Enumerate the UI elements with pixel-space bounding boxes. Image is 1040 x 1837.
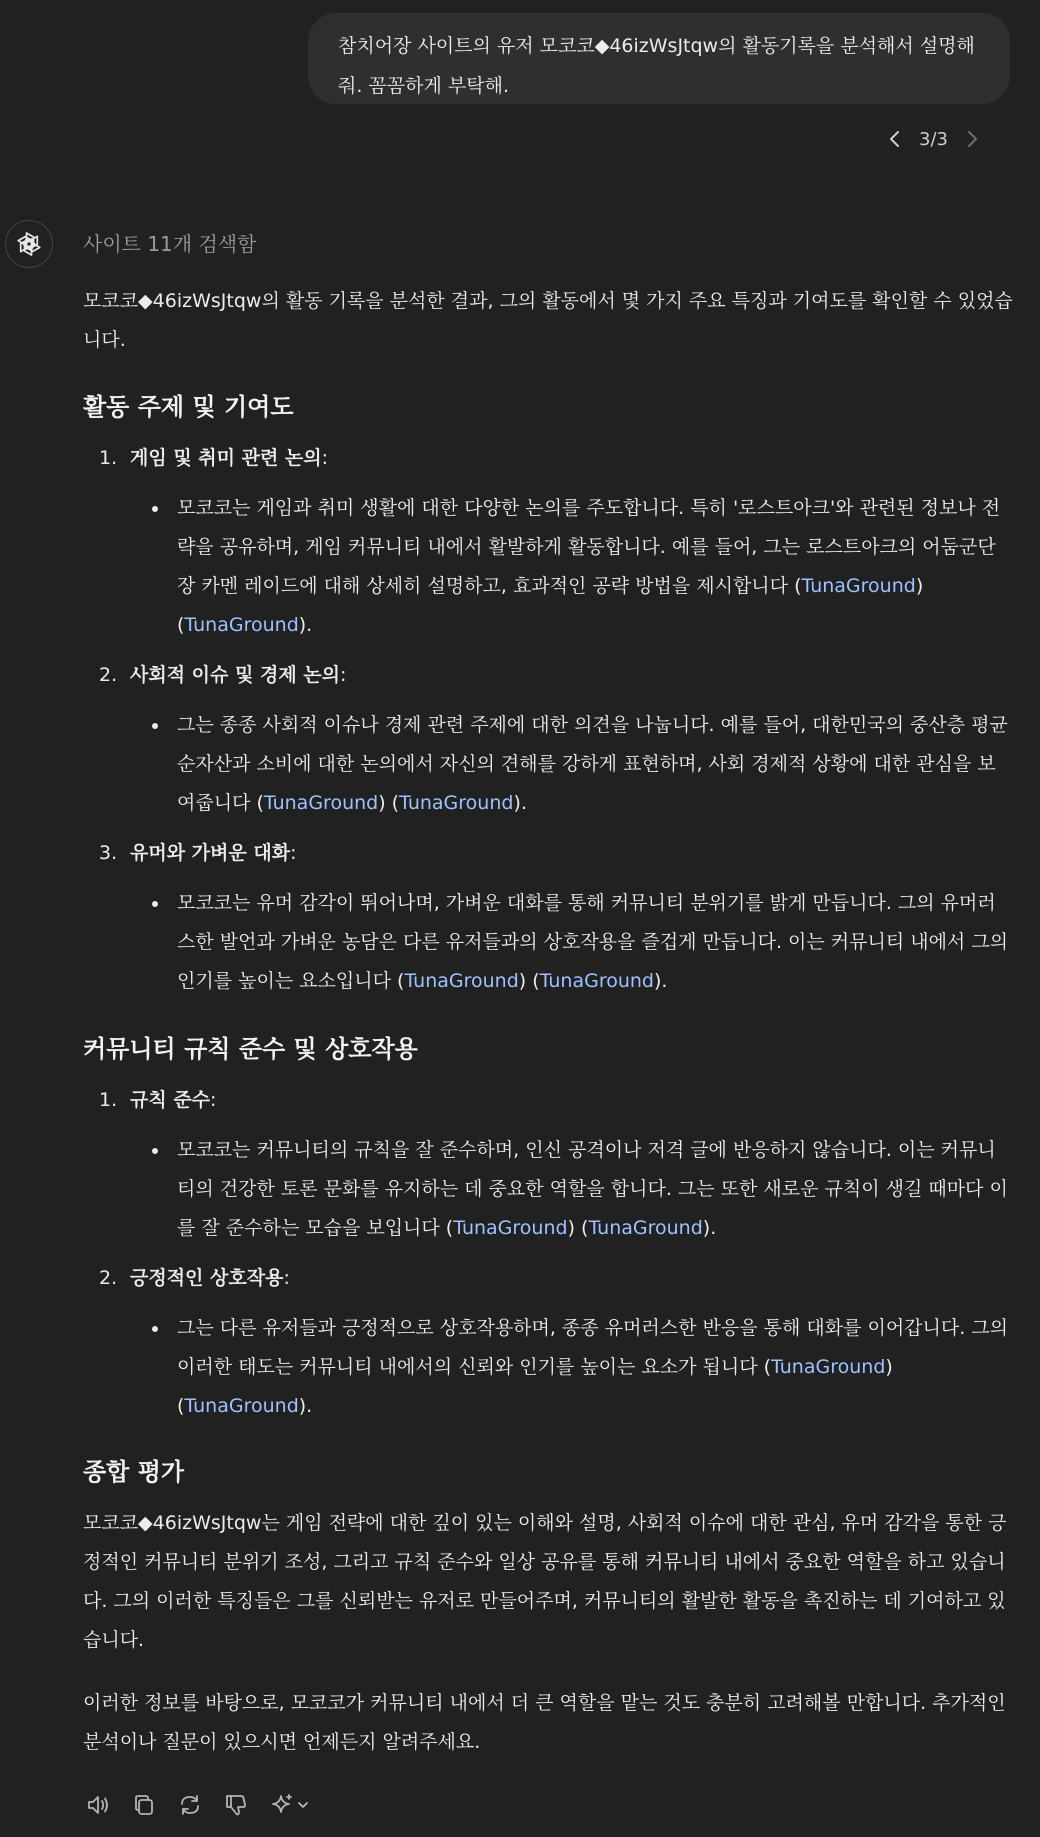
bullet-list (130, 884, 1013, 1001)
section-heading: 활동 주제 및 기여도 (83, 393, 294, 421)
chevron-down-icon (296, 1798, 310, 1812)
user-message-text: 참치어장 사이트의 유저 모코코◆46izWsJtqw의 활동기록을 분석해서 설명해줘. 꼼꼼하게 부탁해. (338, 35, 975, 97)
bullet-item: 모코코는 게임과 취미 생활에 대한 다양한 논의를 주도합니다. 특히 '로스트아크'와 관련된 정보나 전략을 공유하며, 게임 커뮤니티 내에서 활발하게 활동합니다. 예를 들어, 그는 로스트아크의 어둠군단장 카멘 레이드에 대해 상세히 설명하고, 효과적인 공략 방법을 제시합니다 (TunaGround) (TunaGround). (130, 489, 1013, 645)
item-title: 유머와 가벼운 대화 (130, 842, 291, 864)
citation-link[interactable]: TunaGround (539, 970, 654, 992)
bullet-list (130, 706, 1013, 823)
bullet-item: 모코코는 커뮤니티의 규칙을 잘 준수하며, 인신 공격이나 저격 글에 반응하지 않습니다. 이는 커뮤니티의 건강한 토론 문화를 유지하는 데 중요한 역할을 합니다. 그는 또한 새로운 규칙이 생길 때마다 이를 잘 준수하는 모습을 보입니다 (TunaGround) (TunaGround). (130, 1131, 1013, 1248)
bullet-text: 모코코는 커뮤니티의 규칙을 잘 준수하며, 인신 공격이나 저격 글에 반응하지 않습니다. 이는 커뮤니티의 건강한 토론 문화를 유지하는 데 중요한 역할을 합니다. 그는 또한 새로운 규칙이 생길 때마다 이를 잘 준수하는 모습을 보입니다 (177, 1139, 1008, 1239)
bullet-list (130, 1309, 1013, 1426)
model-switch-button[interactable] (267, 1790, 313, 1820)
citation-link[interactable]: TunaGround (588, 1217, 703, 1239)
citation-link[interactable]: TunaGround (399, 792, 514, 814)
response-pager (880, 124, 987, 154)
item-title: 긍정적인 상호작용 (130, 1267, 284, 1289)
intro-paragraph: 모코코◆46izWsJtqw의 활동 기록을 분석한 결과, 그의 활동에서 몇 가지 주요 특징과 기여도를 확인할 수 있었습니다. (83, 290, 1013, 351)
copy-icon (131, 1792, 157, 1818)
bullet-item: 그는 다른 유저들과 긍정적으로 상호작용하며, 종종 유머러스한 반응을 통해 대화를 이어갑니다. 그의 이러한 태도는 커뮤니티 내에서의 신뢰와 인기를 높이는 요소가 됩니다 (TunaGround) (TunaGround). (130, 1309, 1013, 1426)
openai-logo-icon (14, 229, 44, 259)
closing-paragraph: 이러한 정보를 바탕으로, 모코코가 커뮤니티 내에서 더 큰 역할을 맡는 것도 충분히 고려해볼 만합니다. 추가적인 분석이나 질문이 있으시면 언제든지 알려주세요. (83, 1692, 1006, 1753)
list-number: 1. (99, 447, 118, 469)
list-number: 2. (99, 1267, 118, 1289)
refresh-icon (177, 1792, 203, 1818)
section-heading: 커뮤니티 규칙 준수 및 상호작용 (83, 1035, 418, 1063)
list-number: 3. (99, 842, 118, 864)
response-counter: 3/3 (919, 128, 948, 150)
bullet-list (130, 1131, 1013, 1248)
speaker-icon (85, 1792, 111, 1818)
response-action-bar (83, 1790, 313, 1820)
citation-link[interactable]: TunaGround (184, 614, 299, 636)
chevron-right-icon (965, 130, 979, 148)
bullet-text: 그는 종종 사회적 이슈나 경제 관련 주제에 대한 의견을 나눕니다. 예를 들어, 대한민국의 중산층 평균 순자산과 소비에 대한 논의에서 자신의 견해를 강하게 표현하며, 사회 경제적 상황에 대한 관심을 보여줍니다 (177, 714, 1008, 814)
bullet-item: 그는 종종 사회적 이슈나 경제 관련 주제에 대한 의견을 나눕니다. 예를 들어, 대한민국의 중산층 평균 순자산과 소비에 대한 논의에서 자신의 견해를 강하게 표현하며, 사회 경제적 상황에 대한 관심을 보여줍니다 (TunaGround) (TunaGround). (130, 706, 1013, 823)
bullet-text: 모코코는 유머 감각이 뛰어나며, 가벼운 대화를 통해 커뮤니티 분위기를 밝게 만듭니다. 그의 유머러스한 발언과 가벼운 농담은 다른 유저들과의 상호작용을 즐겁게 만듭니다. 이는 커뮤니티 내에서 그의 인기를 높이는 요소입니다 (177, 892, 1009, 992)
list-number: 1. (99, 1089, 118, 1111)
item-title: 게임 및 취미 관련 논의 (130, 447, 322, 469)
list-item: 3. 유머와 가벼운 대화: 모코코는 유머 감각이 뛰어나며, 가벼운 대화를 통해 커뮤니티 분위기를 밝게 만듭니다. 그의 유머러스한 발언과 가벼운 농담은 다른 유저들과의 상호작용을 즐겁게 만듭니다. 이는 커뮤니티 내에서 그의 인기를 높이는 요소입니다 (TunaGround) (TunaGround). (83, 834, 1013, 1001)
item-title: 사회적 이슈 및 경제 논의 (130, 664, 340, 686)
sparkle-icon (270, 1792, 296, 1818)
section-heading: 종합 평가 (83, 1458, 185, 1486)
dislike-button[interactable] (221, 1790, 251, 1820)
citation-link[interactable]: TunaGround (404, 970, 519, 992)
list-item: 1. 게임 및 취미 관련 논의: 모코코는 게임과 취미 생활에 대한 다양한 논의를 주도합니다. 특히 '로스트아크'와 관련된 정보나 전략을 공유하며, 게임 커뮤니티 내에서 활발하게 활동합니다. 예를 들어, 그는 로스트아크의 어둠군단장 카멘 레이드에 대해 상세히 설명하고, 효과적인 공략 방법을 제시합니다 (TunaGround) (TunaGround). (83, 439, 1013, 645)
assistant-response (83, 282, 1013, 1762)
list-item: 1. 규칙 준수: 모코코는 커뮤니티의 규칙을 잘 준수하며, 인신 공격이나 저격 글에 반응하지 않습니다. 이는 커뮤니티의 건강한 토론 문화를 유지하는 데 중요한 역할을 합니다. 그는 또한 새로운 규칙이 생길 때마다 이를 잘 준수하는 모습을 보입니다 (TunaGround) (TunaGround). (83, 1081, 1013, 1248)
thumbs-down-icon (223, 1792, 249, 1818)
section-list (83, 439, 1013, 1001)
item-title: 규칙 준수 (130, 1089, 211, 1111)
user-message-bubble (308, 13, 1010, 104)
search-sources-toggle[interactable]: 사이트 11개 검색함 (83, 232, 257, 256)
copy-button[interactable] (129, 1790, 159, 1820)
list-item: 2. 긍정적인 상호작용: 그는 다른 유저들과 긍정적으로 상호작용하며, 종종 유머러스한 반응을 통해 대화를 이어갑니다. 그의 이러한 태도는 커뮤니티 내에서의 신뢰와 인기를 높이는 요소가 됩니다 (TunaGround) (TunaGround). (83, 1259, 1013, 1426)
read-aloud-button[interactable] (83, 1790, 113, 1820)
bullet-list (130, 489, 1013, 645)
citation-link[interactable]: TunaGround (801, 575, 916, 597)
section-list (83, 1081, 1013, 1426)
list-item: 2. 사회적 이슈 및 경제 논의: 그는 종종 사회적 이슈나 경제 관련 주제에 대한 의견을 나눕니다. 예를 들어, 대한민국의 중산층 평균 순자산과 소비에 대한 논의에서 자신의 견해를 강하게 표현하며, 사회 경제적 상황에 대한 관심을 보여줍니다 (TunaGround) (TunaGround). (83, 656, 1013, 823)
next-response-button[interactable] (957, 124, 987, 154)
chevron-left-icon (888, 130, 902, 148)
assistant-avatar (5, 220, 53, 268)
citation-link[interactable]: TunaGround (453, 1217, 568, 1239)
bullet-text: 그는 다른 유저들과 긍정적으로 상호작용하며, 종종 유머러스한 반응을 통해 대화를 이어갑니다. 그의 이러한 태도는 커뮤니티 내에서의 신뢰와 인기를 높이는 요소가 됩니다 (177, 1317, 1009, 1378)
citation-link[interactable]: TunaGround (263, 792, 379, 814)
citation-link[interactable]: TunaGround (184, 1395, 299, 1417)
citation-link[interactable]: TunaGround (771, 1356, 886, 1378)
regenerate-button[interactable] (175, 1790, 205, 1820)
list-number: 2. (99, 664, 118, 686)
summary-paragraph: 모코코◆46izWsJtqw는 게임 전략에 대한 깊이 있는 이해와 설명, 사회적 이슈에 대한 관심, 유머 감각을 통한 긍정적인 커뮤니티 분위기 조성, 그리고 규칙 준수와 일상 공유를 통해 커뮤니티 내에서 중요한 역할을 하고 있습니다. 그의 이러한 특징들은 그를 신뢰받는 유저로 만들어주며, 커뮤니티의 활발한 활동을 촉진하는 데 기여하고 있습니다. (83, 1512, 1007, 1651)
previous-response-button[interactable] (880, 124, 910, 154)
bullet-item: 모코코는 유머 감각이 뛰어나며, 가벼운 대화를 통해 커뮤니티 분위기를 밝게 만듭니다. 그의 유머러스한 발언과 가벼운 농담은 다른 유저들과의 상호작용을 즐겁게 만듭니다. 이는 커뮤니티 내에서 그의 인기를 높이는 요소입니다 (TunaGround) (TunaGround). (130, 884, 1013, 1001)
bullet-text: 모코코는 게임과 취미 생활에 대한 다양한 논의를 주도합니다. 특히 '로스트아크'와 관련된 정보나 전략을 공유하며, 게임 커뮤니티 내에서 활발하게 활동합니다. 예를 들어, 그는 로스트아크의 어둠군단장 카멘 레이드에 대해 상세히 설명하고, 효과적인 공략 방법을 제시합니다 (177, 497, 1001, 597)
